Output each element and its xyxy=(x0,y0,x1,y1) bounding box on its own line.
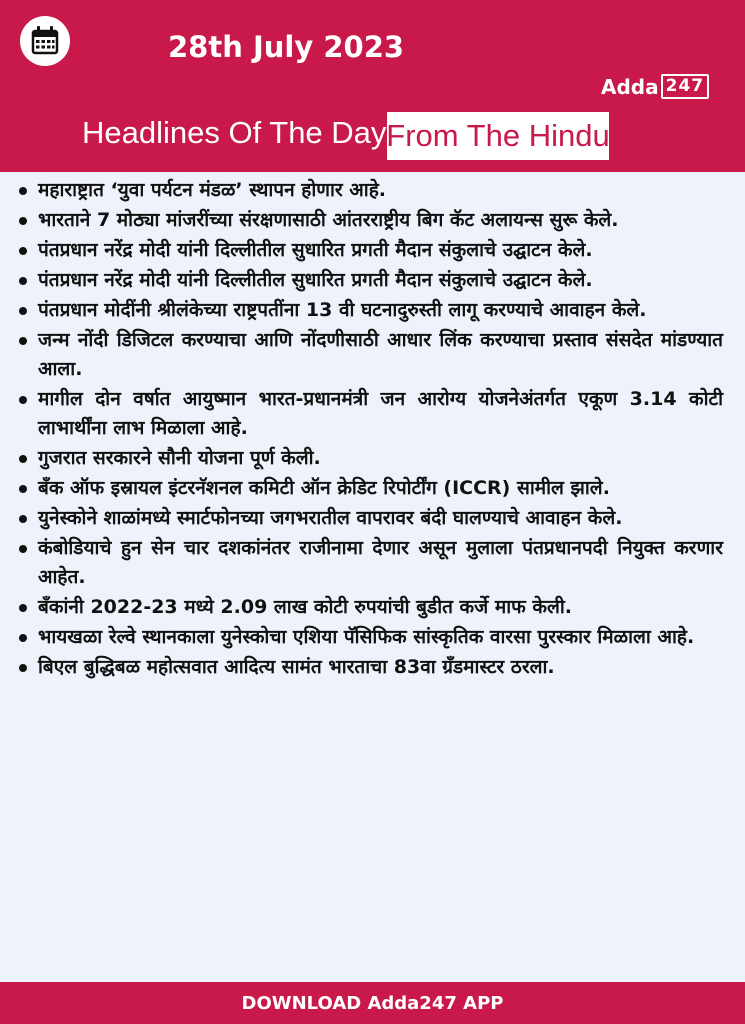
list-item: मागील दोन वर्षात आयुष्मान भारत-प्रधानमंत्री जन आरोग्य योजनेअंतर्गत एकूण 3.14 कोटी लाभार्थींना लाभ मिळाला आहे. xyxy=(0,385,745,443)
list-item: बँक ऑफ इस्रायल इंटरनॅशनल कमिटी ऑन क्रेडिट रिपोर्टींग (ICCR) सामील झाले. xyxy=(0,474,745,503)
download-app-button[interactable]: DOWNLOAD Adda247 APP xyxy=(0,982,745,1024)
list-item: कंबोडियाचे हुन सेन चार दशकांनंतर राजीनामा देणार असून मुलाला पंतप्रधानपदी नियुक्त करणार आहेत. xyxy=(0,534,745,592)
list-item: पंतप्रधान नरेंद्र मोदी यांनी दिल्लीतील सुधारित प्रगती मैदान संकुलाचे उद्घाटन केले. xyxy=(0,236,745,265)
page-date: 28th July 2023 xyxy=(168,30,405,64)
list-item: पंतप्रधान नरेंद्र मोदी यांनी दिल्लीतील सुधारित प्रगती मैदान संकुलाचे उद्घाटन केले. xyxy=(0,266,745,295)
header-banner xyxy=(0,0,745,172)
brand-logo xyxy=(601,74,709,99)
list-item: युनेस्कोने शाळांमध्ये स्मार्टफोनच्या जगभरातील वापरावर बंदी घालण्याचे आवाहन केले. xyxy=(0,504,745,533)
brand-name: Adda xyxy=(601,74,659,99)
calendar-icon xyxy=(20,16,70,66)
list-item: गुजरात सरकारने सौनी योजना पूर्ण केली. xyxy=(0,444,745,473)
list-item: जन्म नोंदी डिजिटल करण्याचा आणि नोंदणीसाठी आधार लिंक करण्याचा प्रस्ताव संसदेत मांडण्यात आला. xyxy=(0,326,745,384)
list-item: बिएल बुद्धिबळ महोत्सवात आदित्य सामंत भारताचा 83वा ग्रँडमास्टर ठरला. xyxy=(0,653,745,682)
brand-number: 247 xyxy=(661,74,710,99)
source-badge: From The Hindu xyxy=(387,112,609,160)
page-title: Headlines Of The Day xyxy=(82,115,387,150)
list-item: महाराष्ट्रात ‘युवा पर्यटन मंडळ’ स्थापन होणार आहे. xyxy=(0,176,745,205)
list-item: बँकांनी 2022-23 मध्ये 2.09 लाख कोटी रुपयांची बुडीत कर्जे माफ केली. xyxy=(0,593,745,622)
list-item: पंतप्रधान मोदींनी श्रीलंकेच्या राष्ट्रपतींना 13 वी घटनादुरुस्ती लागू करण्याचे आवाहन केले. xyxy=(0,296,745,325)
list-item: भारताने 7 मोठ्या मांजरींच्या संरक्षणासाठी आंतरराष्ट्रीय बिग कॅट अलायन्स सुरू केले. xyxy=(0,206,745,235)
list-item: भायखळा रेल्वे स्थानकाला युनेस्कोचा एशिया पॅसिफिक सांस्कृतिक वारसा पुरस्कार मिळाला आहे. xyxy=(0,623,745,652)
headline-list xyxy=(0,176,745,980)
title-row xyxy=(0,112,745,162)
